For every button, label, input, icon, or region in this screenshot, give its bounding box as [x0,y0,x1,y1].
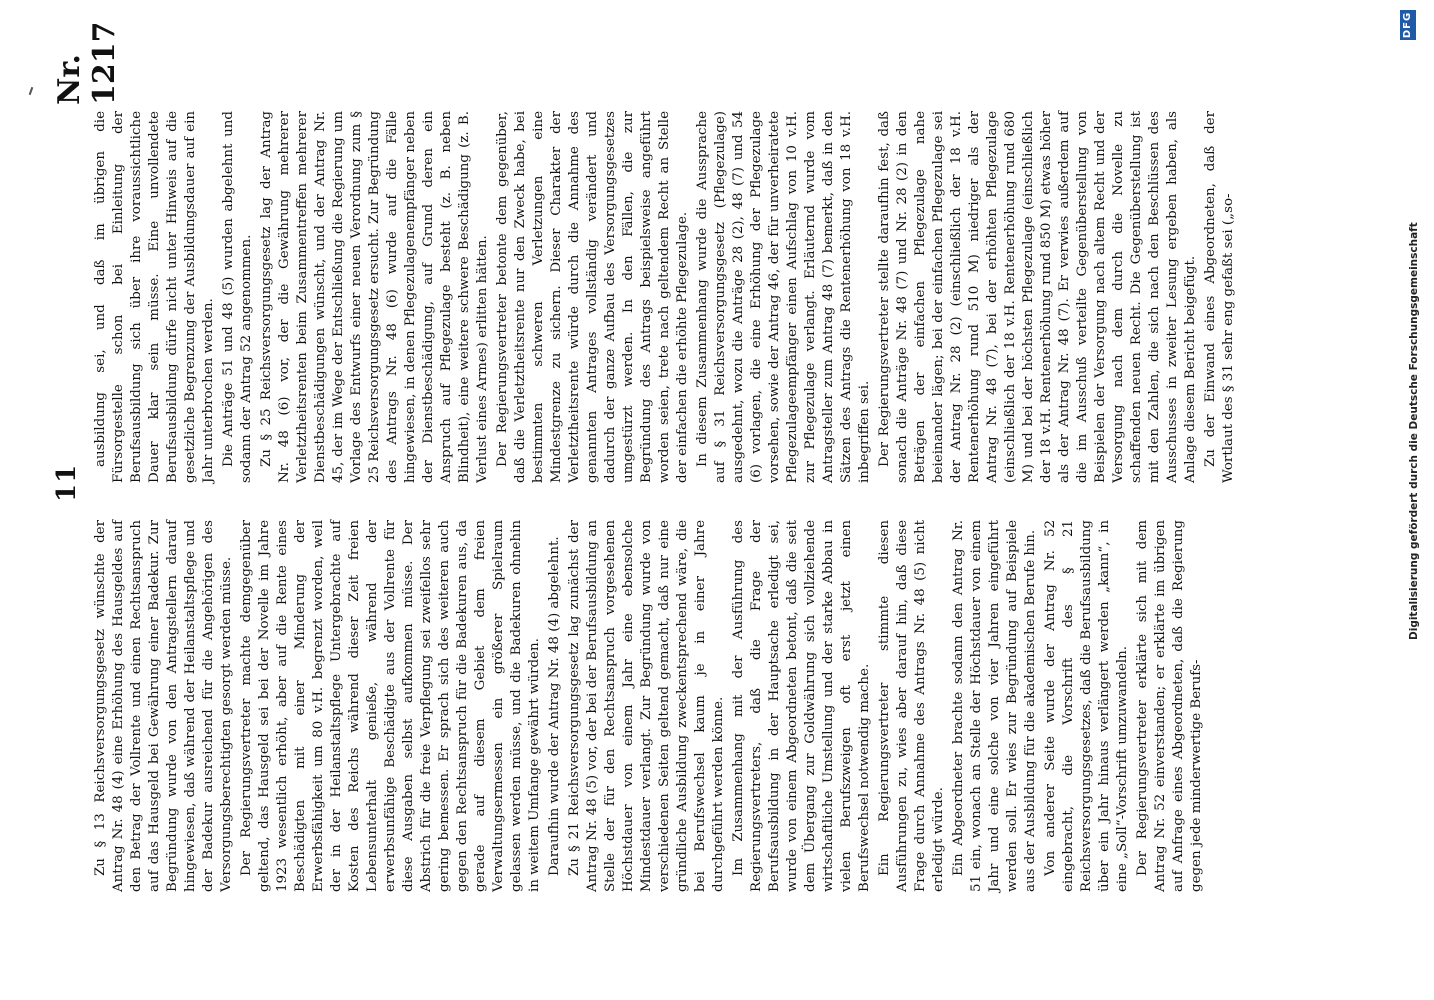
digitization-credit: Digitalisierung gefördert durch die Deutsche Forschungsgemeinschaft [1408,222,1420,640]
document-number: Nr. 1217 [52,21,122,105]
paragraph: Der Regierungsvertreter erklärte sich mit dem Antrag Nr. 52 einverstanden; er erklärte im übrigen auf Anfrage eines Abgeordneten, daß die Regierung gegen jede minderwertige Berufs- [1135,520,1204,892]
paragraph: Der Regierungsvertreter betonte dem gegenüber, daß die Verletztheitsrente nur den Zweck habe, bei bestimmten schweren Verletzungen eine Mindestgrenze zu sichern. Dieser Charakter der Verletztheitsrente würde durch die Annahme des genannten Antrages vollständig verändert und dadurch der ganze Aufbau des Versorgungsgesetzes umgestürzt werden. In den Fällen, die zur Begründung des Antrags beispielsweise angeführt worden seien, trete nach geltendem Recht an Stelle der einfachen die erhöhte Pflegezulage. [495,111,690,483]
paragraph: Ein Abgeordneter brachte sodann den Antrag Nr. 51 ein, wonach an Stelle der Höchstdauer von einem Jahr und eine solche von vier Jahren eingeführt werden soll. Er wies zur Begründung auf Beispiele aus der Ausbildung für die akademischen Berufe hin. [951,520,1038,892]
paragraph: Ein Regierungsvertreter stimmte diesen Ausführungen zu, wies aber darauf hin, daß diese Frage durch Annahme des Antrags Nr. 48 (5) nicht erledigt würde. [877,520,946,892]
paragraph: Die Anträge 51 und 48 (5) wurden abgelehnt und sodann der Antrag 52 angenommen. [221,111,254,483]
paragraph: Von anderer Seite wurde der Antrag Nr. 52 eingebracht, die Vorschrift des § 21 Reichsversorgungsgesetzes, daß die Berufsausbildung über ein Jahr hinaus verlängert werden „kann“, in eine „Soll“-Vorschrift umzuwandeln. [1043,520,1130,892]
scan-mark [29,87,34,95]
dfg-logo: DFG [1400,10,1416,40]
page-number: 11 [52,463,82,502]
paragraph: Zu § 25 Reichsversorgungsgesetz lag der Antrag Nr. 48 (6) vor, der die Gewährung mehrerer Verletztheitsrenten beim Zusammentreffen mehrerer Dienstbeschädigungen wünscht, und der Antrag Nr. 45, der im Wege der Entschließung die Regierung um Vorlage des Entwurfs einer neuen Verordnung zum § 25 Reichsversorgungsgesetz ersucht. Zur Begründung des Antrags Nr. 48 (6) wurde auf die Fälle hingewiesen, in denen Pflegezulagenempfänger neben der Dienstbeschädigung, auf Grund deren ein Anspruch auf Pflegezulage besteht (z. B. neben Blindheit), eine weitere schwere Beschädigung (z. B. Verlust eines Armes) erlitten hätten. [259,111,490,483]
text-column-right [92,111,1240,483]
paragraph: Zu § 13 Reichsversorgungsgesetz wünschte der Antrag Nr. 48 (4) eine Erhöhung des Hausgeldes auf den Betrag der Vollrente und einen Rechtsanspruch auf das Hausgeld bei Gewährung einer Badekur. Zur Begründung wurde von den Antragstellern darauf hingewiesen, daß während der Heilanstaltspflege und der Badekur ausreichend für die Angehörigen des Versorgungsberechtigten gesorgt werden müsse. [93,520,234,892]
paragraph: Zu der Einwand eines Abgeordneten, daß der Wortlaut des § 31 sehr eng gefaßt sei („so- [1203,111,1236,483]
paragraph: Zu § 21 Reichsversorgungsgesetz lag zunächst der Antrag Nr. 48 (5) vor, der bei der Berufsausbildung an Stelle der für den Rechtsanspruch vorgesehenen Höchstdauer von einem Jahr eine ebensolche Mindestdauer verlangt. Zur Begründung wurde von verschiedenen Seiten geltend gemacht, daß nur eine gründliche Ausbildung zweckentsprechend wäre, die bei Berufswechsel kaum je in einer Jahre durchgeführt werden könne. [567,520,726,892]
paragraph: Der Regierungsvertreter machte demgegenüber geltend, das Hausgeld sei bei der Novelle im Jahre 1923 wesentlich erhöht, aber auf die Rente eines Beschädigten mit einer Minderung der Erwerbsfähigkeit um 80 v.H. begrenzt worden, weil der in der Heilanstaltspflege Untergebrachte auf Kosten des Reichs während dieser Zeit freien Lebensunterhalt genieße, während der erwerbsunfähige Beschädigte aus der Vollrente für diese Ausgaben selbst aufkommen müsse. Der Abstrich für die freie Verpflegung sei zweifellos sehr gering bemessen. Er sprach sich des weiteren auch gegen den Rechtsanspruch für die Badekuren aus, da gerade auf diesem Gebiet dem freien Verwaltungsermessen ein größerer Spielraum gelassen werden müsse, und die Badekuren ohnehin in weitem Umfange gewährt würden. [239,520,542,892]
paragraph: In diesem Zusammenhang wurde die Aussprache auf § 31 Reichsversorgungsgesetz (Pflegezulage) ausgedehnt, wozu die Anträge 28 (2), 48 (7) und 54 (6) vorlagen, die eine Erhöhung der Pflegezulage vorsehen, sowie der Antrag 46, der für unverheiratete Pflegezulageempfänger einen Aufschlag von 10 v.H. zur Pflegezulage verlangt. Erläuternd wurde vom Antragsteller zum Antrag 48 (7) bemerkt, daß in den Sätzen des Antrags die Rentenerhöhung von 18 v.H. inbegriffen sei. [695,111,872,483]
text-column-left [92,520,1208,892]
paragraph: Daraufhin wurde der Antrag Nr. 48 (4) abgelehnt. [547,536,562,876]
paragraph: Der Regierungsvertreter stellte daraufhin fest, daß sonach die Anträge Nr. 48 (7) und Nr. 28 (2) in den Beträgen der einfachen Pflegezulage nahe beieinander lägen; bei der einfachen Pflegezulage sei der Antrag Nr. 28 (2) (einschließlich der 18 v.H. Rentenerhöhung rund 510 M) niedriger als der Antrag Nr. 48 (7), bei der erhöhten Pflegezulage (einschließlich der 18 v.H. Rentenerhöhung rund 680 M) und bei der höchsten Pflegezulage (einschließlich der 18 v.H. Rentenerhöhung rund 850 M) etwas höher als der Antrag Nr. 48 (7). Er verwies außerdem auf die im Ausschuß verteilte Gegenüberstellung von Beispielen der Versorgung nach altem Recht und der Versorgung nach dem durch die Novelle zu schaffenden neuen Recht. Die Gegenüberstellung ist mit den Zahlen, die sich nach den Beschlüssen des Ausschusses in zweiter Lesung ergeben haben, als Anlage diesem Bericht beigefügt. [877,111,1198,483]
paragraph: Im Zusammenhang mit der Ausführung des Regierungsvertreters, daß die Frage der Berufsausbildung in der Hauptsache erledigt sei, wurde von einem Abgeordneten betont, daß die seit dem Übergang zur Goldwährung sich vollziehende wirtschaftliche Umstellung und der starke Abbau in vielen Berufszweigen oft erst jetzt einen Berufswechsel notwendig mache. [731,520,872,892]
paragraph: ausbildung sei, und daß im übrigen die Fürsorgestelle schon bei Einleitung der Berufsausbildung sich über ihre voraussichtliche Dauer klar sein müsse. Eine unvollendete Berufsausbildung dürfe nicht unter Hinweis auf die gesetzliche Begrenzung der Ausbildungsdauer auf ein Jahr unterbrochen werden. [93,111,216,483]
